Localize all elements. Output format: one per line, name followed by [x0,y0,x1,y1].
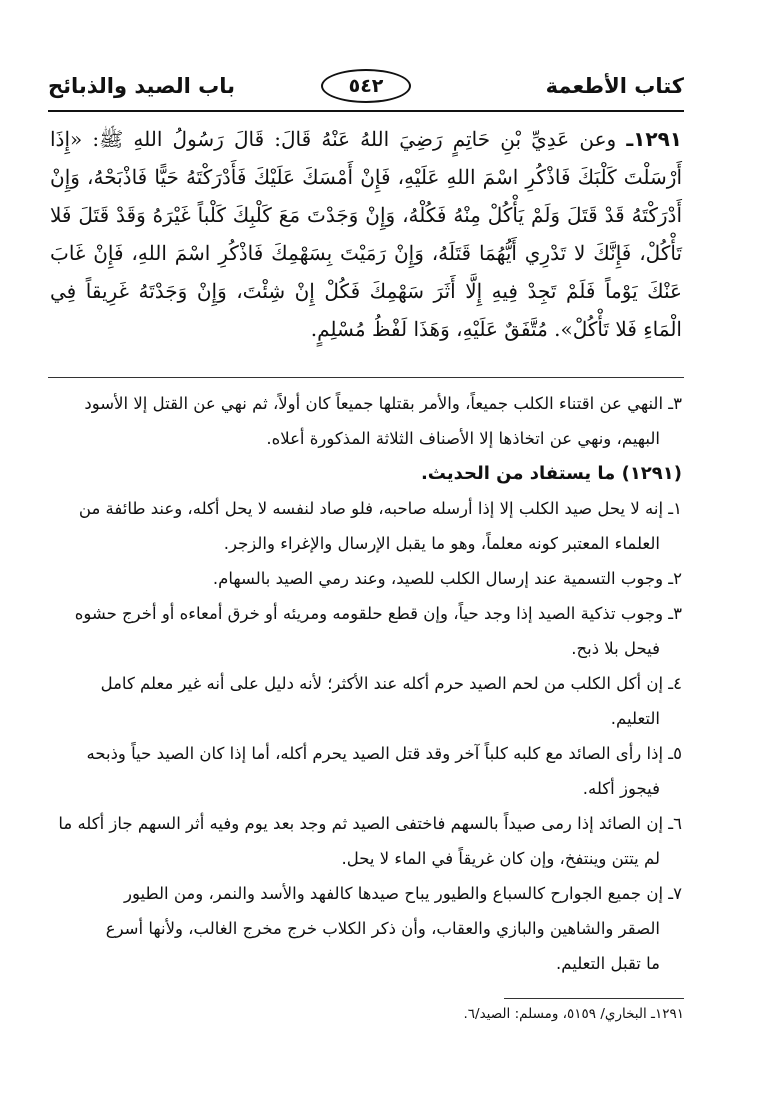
footnote-divider [504,998,684,999]
benefits-heading: (١٢٩١) ما يستفاد من الحديث. [420,463,682,484]
footnote: ١٢٩١ـ البخاري/ ٥١٥٩، ومسلم: الصيد/٦. [463,1006,684,1022]
page-header [48,68,684,108]
benefit-item-continuation: فيحل بلا ذبح. [571,639,660,658]
benefit-item: ٥ـ إذا رأى الصائد مع كلبه كلباً آخر وقد قتل الصيد يحرم أكله، أما إذا كان الصيد حياً وذبحه [86,744,682,763]
section-divider [48,377,684,378]
benefit-item: ٤ـ إن أكل الكلب من لحم الصيد حرم أكله عند الأكثر؛ لأنه دليل على أنه غير معلم كامل [100,674,682,693]
benefit-item-continuation: العلماء المعتبر كونه معلماً، وهو ما يقبل الإرسال والإغراء والزجر. [223,534,660,553]
hadith-number: ١٢٩١ـ [626,127,682,151]
benefit-item-continuation: ما تقبل التعليم. [556,954,660,973]
note-line: البهيم، ونهي عن اتخاذها إلا الأصناف الثلاثة المذكورة أعلاه. [266,429,660,448]
benefit-item: ٣ـ وجوب تذكية الصيد إذا وجد حياً، وإن قطع حلقومه ومريئه أو خرق أمعاءه أو أخرج حشوه [74,604,682,623]
hadith-text-block [50,120,682,348]
benefit-item: ١ـ إنه لا يحل صيد الكلب إلا إذا أرسله صاحبه، فلو صاد لنفسه لا يحل أكله، وعند طائفة من [78,499,682,518]
page-number: ٥٤٢ [321,69,411,103]
benefit-item-continuation: لم يتتن وينتفخ، وإن كان غريقاً في الماء لا يحل. [341,849,660,868]
benefit-item-continuation: الصقر والشاهين والبازي والعقاب، وأن ذكر الكلاب خرج مخرج الغالب، ولأنها أسرع [105,919,660,938]
chapter-title: باب الصيد والذبائح [48,74,236,98]
benefit-item: ٢ـ وجوب التسمية عند إرسال الكلب للصيد، وعند رمي الصيد بالسهام. [212,569,682,588]
benefit-item: ٦ـ إن الصائد إذا رمى صيداً بالسهم فاختفى الصيد ثم وجد بعد يوم وفيه أثر السهم جاز أكله ما [58,814,682,833]
benefit-item-continuation: فيجوز أكله. [582,779,660,798]
book-title: كتاب الأطعمة [545,74,684,98]
benefit-item: ٧ـ إن جميع الجوارح كالسباع والطيور يباح صيدها كالفهد والأسد والنمر، ومن الطيور [123,884,682,903]
note-line: ٣ـ النهي عن اقتناء الكلب جميعاً، والأمر بقتلها جميعاً كان أولاً، ثم نهي عن القتل إلا الأسود [84,394,682,413]
benefit-item-continuation: التعليم. [610,709,660,728]
hadith-text: وعن عَدِيِّ بْنِ حَاتِمٍ رَضِيَ اللهُ عَنْهُ قَالَ: قَالَ رَسُولُ اللهِ ﷺ: «إِذَا أَرْسَلْتَ كَلْبَكَ فَاذْكُرِ اسْمَ اللهِ عَلَيْهِ، فَإِنْ أَمْسَكَ عَلَيْكَ فَأَدْرَكْتَهُ حَيًّا فَاذْبَحْهُ، وَإِنْ أَدْرَكْتَهُ قَدْ قَتَلَ وَلَمْ يَأْكُلْ مِنْهُ فَكُلْهُ، وَإِنْ وَجَدْتَ مَعَ كَلْبِكَ كَلْباً غَيْرَهُ وَقَدْ قَتَلَ فَلا تَأْكُلْ، فَإِنَّكَ لا تَدْرِي أَيُّهُمَا قَتَلَهُ، وَإِنْ رَمَيْتَ بِسَهْمِكَ فَاذْكُرِ اسْمَ اللهِ، فَإِنْ غَابَ عَنْكَ يَوْماً فَلَمْ تَجِدْ فِيهِ إِلَّا أَثَرَ سَهْمِكَ فَكُلْ إِنْ شِئْتَ، وَإِنْ وَجَدْتَهُ غَرِيقاً فِي الْمَاءِ فَلا تَأْكُلْ». مُتَّفَقٌ عَلَيْهِ، وَهَذَا لَفْظُ مُسْلِمٍ. [50,127,682,341]
header-divider [48,110,684,112]
commentary-block [50,386,682,981]
